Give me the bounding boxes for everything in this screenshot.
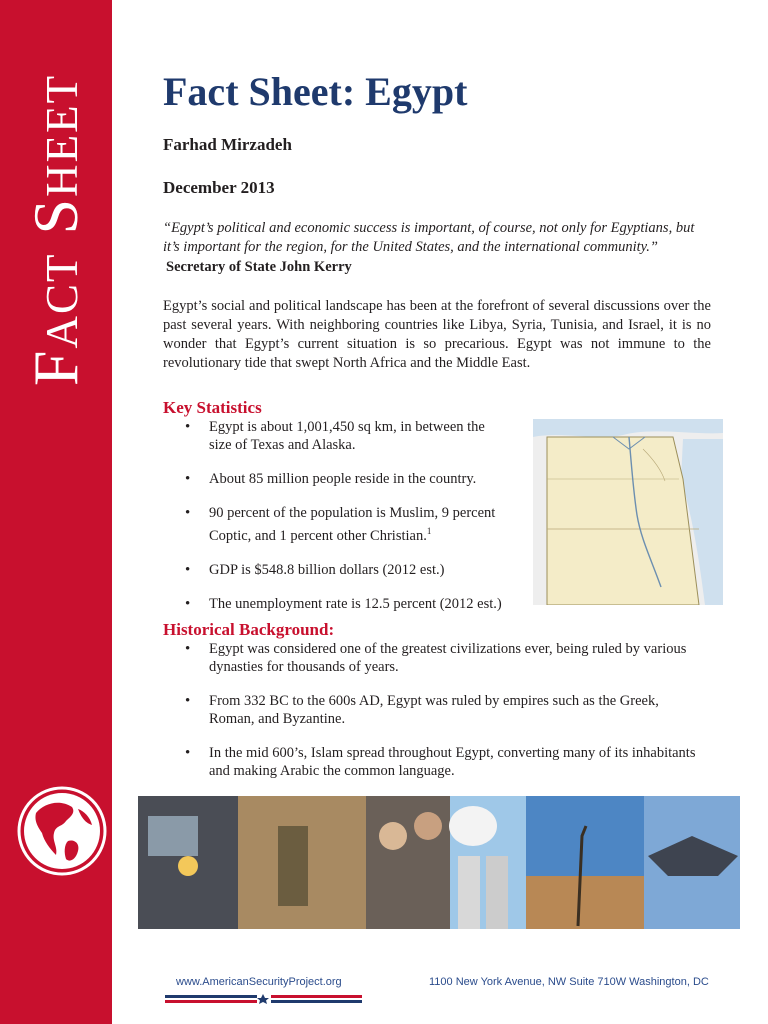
sidebar-banner bbox=[0, 0, 112, 1024]
list-item: • GDP is $548.8 billion dollars (2012 est.) bbox=[185, 561, 510, 579]
historical-background-list bbox=[185, 640, 703, 780]
egypt-map-image bbox=[533, 419, 723, 605]
intro-paragraph: Egypt’s social and political landscape has been at the forefront of several discussions over the past several years. With neighboring countries like Libya, Syria, Tunisia, and Israel, it is no wonder that Egypt’s current situation is so precarious. Egypt was not immune to the revolutionary tide that swept North Africa and the Middle East. bbox=[163, 298, 711, 371]
list-item: • From 332 BC to the 600s AD, Egypt was ruled by empires such as the Greek, Roman, and Byzantine. bbox=[185, 692, 703, 728]
list-item: • Egypt is about 1,001,450 sq km, in between the size of Texas and Alaska. bbox=[185, 418, 510, 454]
key-statistics-list bbox=[185, 418, 510, 613]
list-item: • 90 percent of the population is Muslim, 9 percent Coptic, and 1 percent other Christian.$^1$ bbox=[185, 504, 510, 545]
footer-website-link[interactable]: www.AmericanSecurityProject.org bbox=[176, 976, 342, 988]
historical-background-heading: Historical Background: bbox=[163, 620, 335, 639]
sidebar-title: Fact Sheet bbox=[20, 73, 91, 387]
footer-address: 1100 New York Avenue, NW Suite 710W Washington, DC bbox=[429, 976, 709, 988]
key-statistics-heading: Key Statistics bbox=[163, 398, 262, 417]
footnote-marker: 1 bbox=[426, 526, 432, 536]
list-item: • The unemployment rate is 12.5 percent (2012 est.) bbox=[185, 595, 510, 613]
list-item: • About 85 million people reside in the country. bbox=[185, 470, 510, 488]
author-name: Farhad Mirzadeh bbox=[163, 135, 292, 154]
quote-text: “Egypt’s political and economic success is important, of course, not only for Egyptians, but it’s important for the region, for the United States, and the international community.” bbox=[163, 220, 695, 255]
publication-date: December 2013 bbox=[163, 178, 275, 197]
quote-attribution: Secretary of State John Kerry bbox=[166, 259, 352, 275]
globe-icon bbox=[16, 785, 108, 877]
flag-stripe-decoration bbox=[165, 994, 362, 1004]
list-item: • In the mid 600’s, Islam spread throughout Egypt, converting many of its inhabitants and making Arabic the common language. bbox=[185, 744, 703, 780]
list-item: • Egypt was considered one of the greatest civilizations ever, being ruled by various dynasties for thousands of years. bbox=[185, 640, 703, 676]
page-title: Fact Sheet: Egypt bbox=[163, 69, 468, 114]
photo-strip-image bbox=[138, 796, 740, 929]
